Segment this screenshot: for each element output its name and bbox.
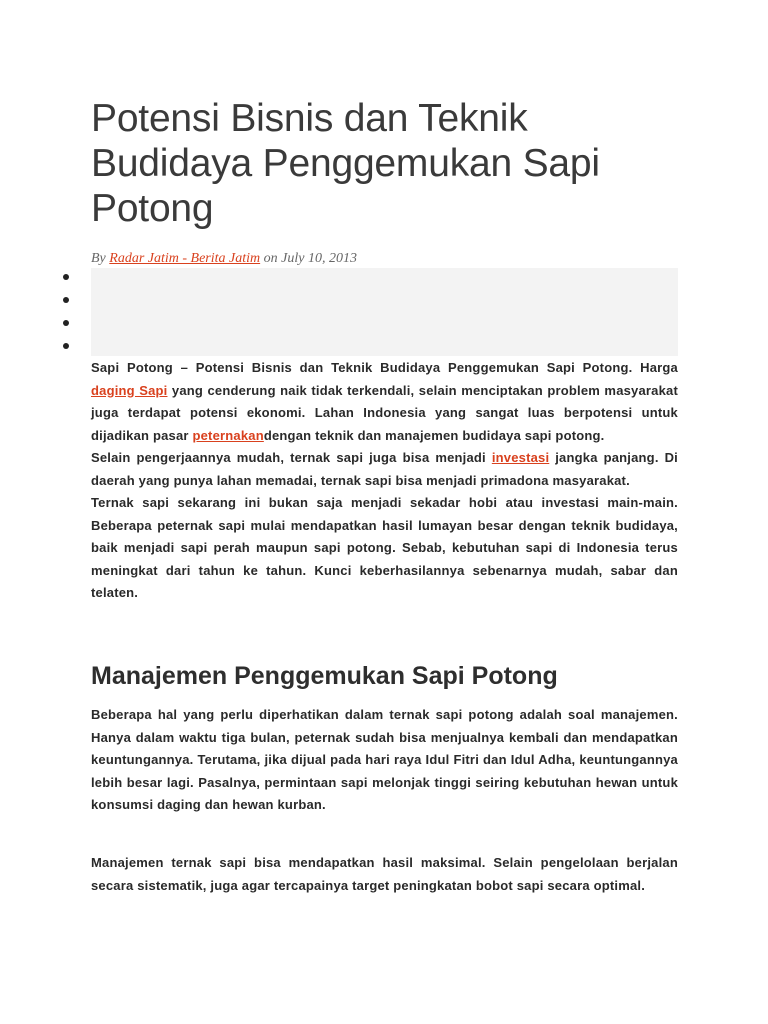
intro-paragraph-3: Ternak sapi sekarang ini bukan saja menjadi sekadar hobi atau investasi main-main. Beberapa peternak sapi mulai mendapatkan hasil lumayan besar dengan teknik budidaya, baik menjadi sapi perah maupun sapi potong. Sebab, kebutuhan sapi di Indonesia terus meningkat dari tahun ke tahun. Kunci keberhasilannya sebenarnya mudah, sabar dan telaten. [91,495,678,600]
link-peternakan[interactable]: peternakan [192,427,264,443]
link-investasi[interactable]: investasi [491,450,550,465]
section-paragraph-2 [91,852,678,897]
share-item[interactable] [63,297,69,303]
byline [91,250,678,268]
section-heading: Manajemen Penggemukan Sapi Potong [91,662,558,690]
publish-date: July 10, 2013 [281,251,357,266]
text-span: jangka panjang. Di daerah yang punya lahan memadai, ternak sapi bisa menjadi primadona masyarakat. [91,450,678,488]
intro-paragraph-2 [91,447,678,492]
byline-prefix: By [91,251,106,266]
text-span: Sapi Potong – Potensi Bisnis dan Teknik Budidaya Penggemukan Sapi Potong. Harga [91,360,678,375]
share-buttons-area [91,268,678,356]
share-item[interactable] [63,274,69,280]
author-link[interactable]: Radar Jatim - Berita Jatim [109,251,261,266]
section-paragraph-1-text: Beberapa hal yang perlu diperhatikan dalam ternak sapi potong adalah soal manajemen. Hanya dalam waktu tiga bulan, peternak sudah bisa menjualnya kembali dan mendapatkan keuntungannya. Terutama, jika dijual pada hari raya Idul Fitri dan Idul Adha, keuntungannya lebih besar lagi. Pasalnya, permintaan sapi melonjak tinggi seiring kebutuhan hewan untuk konsumsi daging dan hewan kurban. [91,707,678,812]
section-paragraph-2-text: Manajemen ternak sapi bisa mendapatkan hasil maksimal. Selain pengelolaan berjalan secara sistematik, juga agar tercapainya target peningkatan bobot sapi secara optimal. [91,855,678,893]
text-span: yang cenderung naik tidak terkendali, selain menciptakan problem masyarakat juga terdapat potensi ekonomi. Lahan Indonesia yang sangat luas berpotensi untuk dijadikan pasar [91,382,678,443]
text-span: dengan teknik dan manajemen budidaya sapi potong. [263,427,605,443]
share-list [63,274,69,366]
text-span: Selain pengerjaannya mudah, ternak sapi juga bisa menjadi [91,450,492,465]
article-title: Potensi Bisnis dan Teknik Budidaya Penggemukan Sapi Potong [91,97,600,230]
share-item[interactable] [63,320,69,326]
intro-paragraph-1 [91,357,678,447]
link-daging-sapi[interactable]: daging Sapi [91,382,168,398]
byline-on: on [263,251,278,266]
intro-text [91,357,678,605]
share-item[interactable] [63,343,69,349]
section-paragraph-1 [91,704,678,817]
